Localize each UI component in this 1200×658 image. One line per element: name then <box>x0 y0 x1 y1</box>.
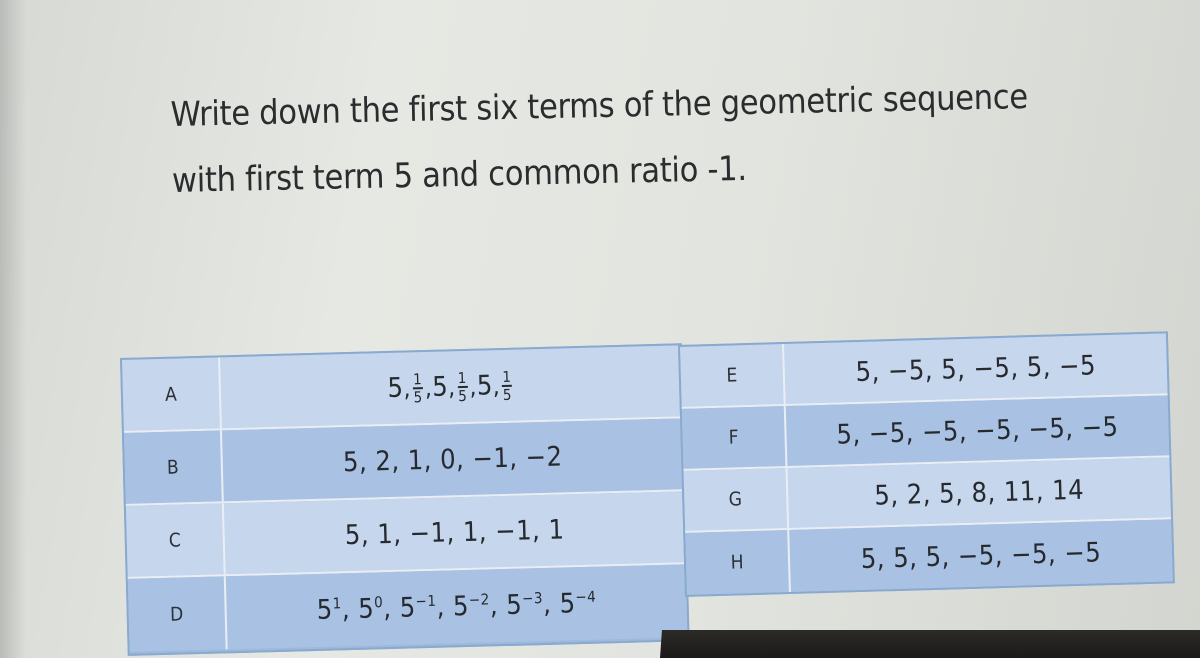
option-value-e[interactable]: 5, −5, 5, −5, 5, −5 <box>855 349 1097 388</box>
option-value-d[interactable] <box>226 564 688 649</box>
option-value-h[interactable]: 5, 5, 5, −5, −5, −5 <box>860 536 1102 575</box>
term-1: 5 <box>387 372 404 405</box>
option-letter-b: B <box>124 430 224 504</box>
question-line-2: with first term 5 and common ratio -1. <box>171 148 748 201</box>
option-letter-f: F <box>682 406 788 469</box>
question-line-1: Write down the first six terms of the geometric sequence <box>170 77 1029 135</box>
term-2-fraction: $\frac{1}{5}$ <box>412 369 423 406</box>
term-5: 5 <box>476 370 494 402</box>
option-letter-h: H <box>685 530 791 595</box>
option-letter-a: A <box>122 357 222 431</box>
screen-edge-shadow <box>0 0 26 658</box>
option-letter-g: G <box>684 468 790 531</box>
option-letter-d: D <box>128 576 228 652</box>
power-sequence: $5^1$, $5^0$, $5^{-1}$, $5^{-2}$, $5^{-3}$, $5^{-4}$ <box>316 587 597 626</box>
option-value-a[interactable] <box>220 345 682 428</box>
option-letter-e: E <box>680 344 786 407</box>
term-4-fraction: $\frac{1}{5}$ <box>457 368 468 405</box>
screen-bottom-bezel <box>660 630 1200 658</box>
option-row-h[interactable] <box>685 519 1173 595</box>
term-6-fraction: $\frac{1}{5}$ <box>502 367 513 404</box>
option-value-c[interactable]: 5, 1, −1, 1, −1, 1 <box>344 514 565 552</box>
option-value-g[interactable]: 5, 2, 5, 8, 11, 14 <box>873 474 1085 512</box>
option-value-b[interactable]: 5, 2, 1, 0, −1, −2 <box>342 441 563 479</box>
option-value-f[interactable]: 5, −5, −5, −5, −5, −5 <box>836 411 1119 451</box>
question-text <box>170 62 1133 214</box>
fraction-sequence: 5 , $\frac{1}{5}$ , 5 , $\frac{1}{5}$ , 5 , $\frac{1}{5}$ <box>387 367 513 406</box>
option-letter-c: C <box>126 503 226 577</box>
options-table-right <box>678 331 1175 597</box>
options-table-left <box>120 343 690 656</box>
option-row-d[interactable] <box>128 564 688 652</box>
term-3: 5 <box>431 371 449 403</box>
